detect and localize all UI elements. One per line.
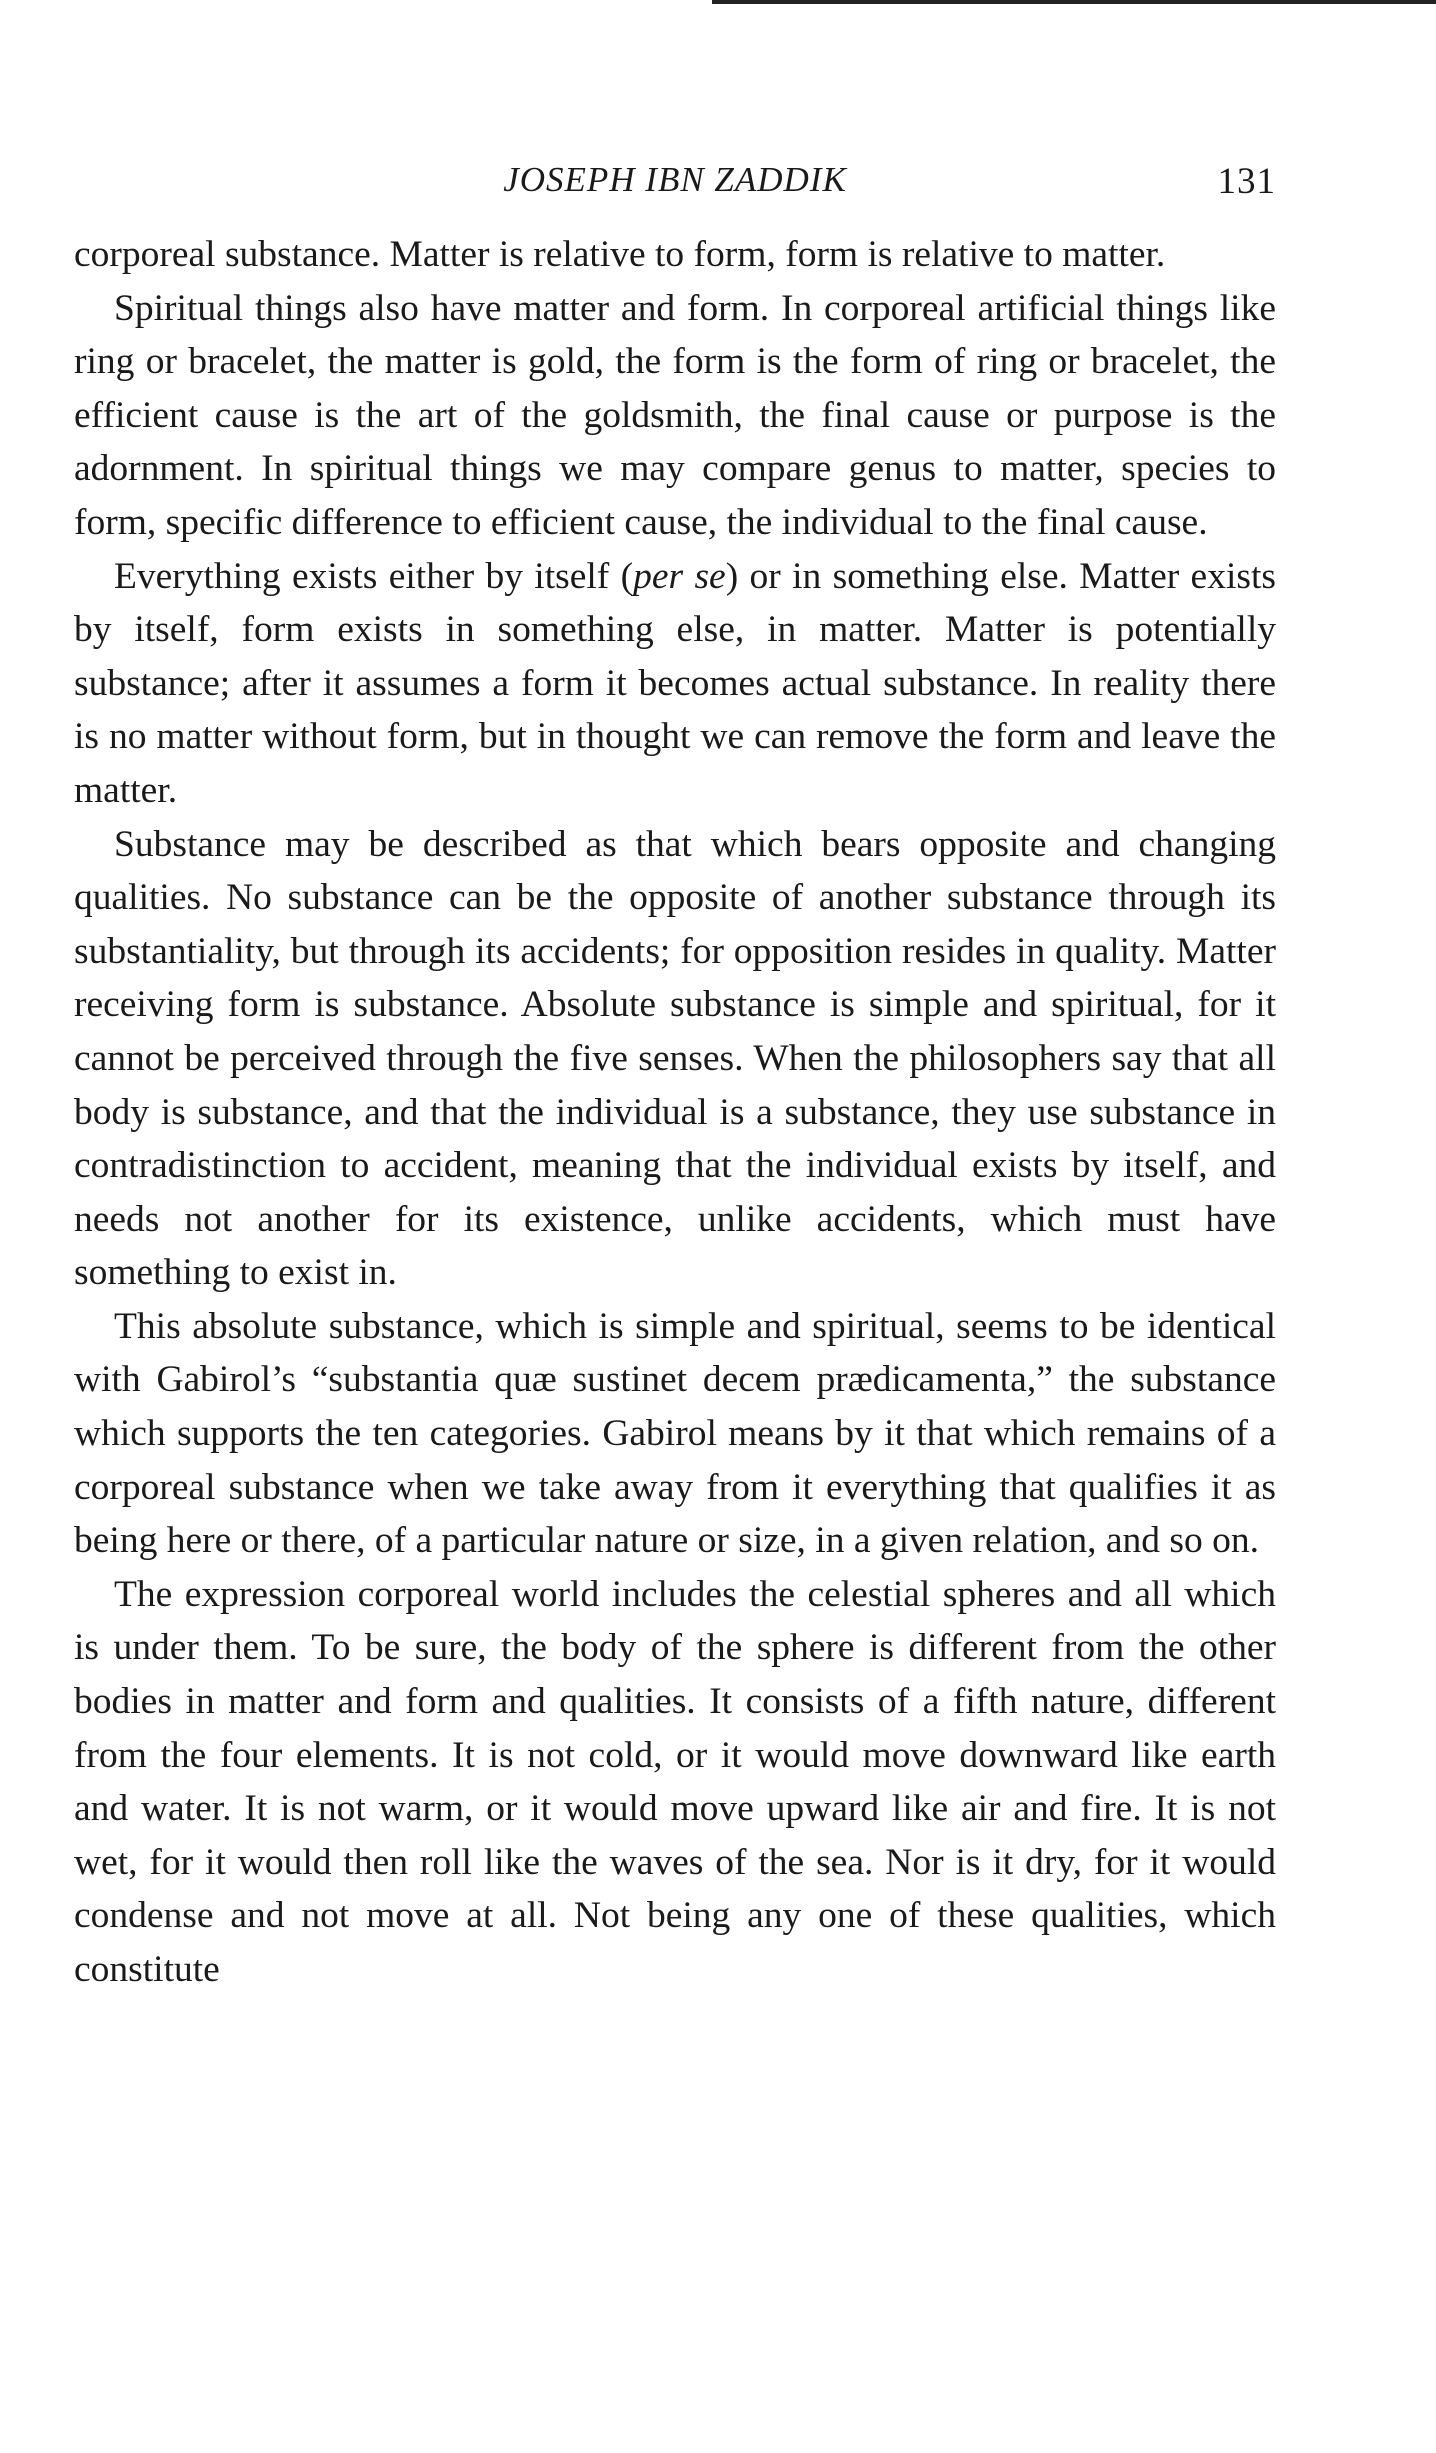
paragraph-6: The expression corporeal world includes the celestial spheres and all which is under them. To be sure, the body of the sphere is different from the other bodies in matter and form and qualities. It consists of a fifth nature, different from the four elements. It is not cold, or it would move downward like earth and water. It is not warm, or it would move upward like air and fire. It is not wet, for it would then roll like the waves of the sea. Nor is it dry, for it would condense and not move at all. Not being any one of these qualities, which constitute — [74, 1573, 1276, 1990]
top-edge-rule — [712, 0, 1436, 4]
running-head — [74, 160, 1276, 220]
paragraph-5: This absolute substance, which is simple and spiritual, seems to be identical with Gabirol’s “substantia quæ sustinet decem prædicamenta,” the substance which supports the ten categories. Gabirol means by it that which remains of a corporeal substance when we take away from it everything that qualifies it as being here or there, of a particular nature or size, in a given relation, and so on. — [74, 1305, 1276, 1562]
paragraph-2: Spiritual things also have matter and form. In corporeal artificial things like ring or bracelet, the matter is gold, the form is the form of ring or bracelet, the efficient cause is the art of the goldsmith, the final cause or purpose is the adornment. In spiritual things we may compare genus to matter, species to form, specific difference to efficient cause, the individual to the final cause. — [74, 287, 1276, 543]
running-title: JOSEPH IBN ZADDIK — [503, 160, 847, 199]
paragraph-3-text-before: Everything exists either by itself ( — [114, 555, 634, 597]
paragraph-3-italic-per-se: per se — [633, 555, 726, 597]
body-text — [74, 228, 1276, 1997]
paragraph-3 — [74, 550, 1276, 818]
page-number: 131 — [1217, 161, 1276, 202]
paragraph-3-text-after: ) or in something else. Matter exists by itself, form exists in something else, in matter. Matter is potentially substance; after it assumes a form it becomes actual substance. In reality there is no matter without form, but in thought we can remove the form and leave the matter. — [74, 555, 1276, 811]
book-page — [74, 160, 1276, 1997]
paragraph-4: Substance may be described as that which bears opposite and changing qualities. No substance can be the opposite of another substance through its substantiality, but through its accidents; for opposition resides in quality. Matter receiving form is substance. Absolute substance is simple and spiritual, for it cannot be perceived through the five senses. When the philosophers say that all body is substance, and that the individual is a substance, they use substance in contradistinction to accident, meaning that the individual exists by itself, and needs not another for its existence, unlike accidents, which must have something to exist in. — [74, 823, 1276, 1294]
paragraph-1: corporeal substance. Matter is relative to form, form is relative to matter. — [74, 234, 1166, 275]
